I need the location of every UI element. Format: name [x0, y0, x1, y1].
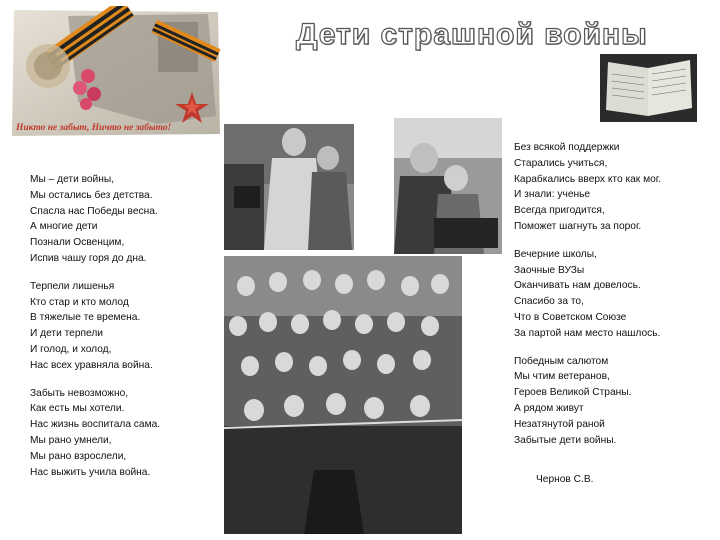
stanza-gap	[514, 235, 661, 247]
poem-line: Познали Освенцим,	[30, 237, 125, 249]
poem-line: Победным салютом	[514, 355, 609, 367]
poem-line: И голод, и холод,	[30, 343, 112, 355]
workers-photo-art	[224, 124, 354, 250]
poem-line: Всегда пригодится,	[514, 205, 605, 217]
poem-line: Героев Великой Страны.	[514, 387, 632, 399]
poem-line: Забытые дети войны.	[514, 434, 617, 446]
poem-line: Незатянутой раной	[514, 418, 605, 430]
poem-line: Вечерние школы,	[514, 248, 597, 260]
memorial-banner	[8, 6, 222, 140]
poem-line: За партой нам место нашлось.	[514, 327, 661, 339]
poem-line: Испив чашу горя до дна.	[30, 252, 147, 264]
banner-caption: Никто не забыт, Ничто не забыто!	[16, 123, 172, 133]
poem-line: Нас выжить учила война.	[30, 466, 151, 478]
poem-line: Спасибо за то,	[514, 296, 584, 308]
poem-line: Как есть мы хотели.	[30, 403, 125, 415]
page-title: Дети страшной войны	[296, 18, 648, 51]
children-group-photo-art	[224, 256, 462, 534]
poem-line: Старались учиться,	[514, 157, 608, 169]
poem-line: И дети терпели	[30, 328, 103, 340]
poem-line: А рядом живут	[514, 402, 584, 414]
poem-line: В тяжелые те времена.	[30, 312, 141, 324]
notebook-photo	[600, 54, 697, 122]
stanza-gap	[30, 374, 160, 386]
poem-line: Спасла нас Победы весна.	[30, 205, 158, 217]
poem-line: Карабкались вверх кто как мог.	[514, 173, 662, 185]
poem-line: Кто стар и кто молод	[30, 296, 129, 308]
poem-line: Забыть невозможно,	[30, 387, 129, 399]
poem-line: Мы чтим ветеранов,	[514, 371, 610, 383]
poem-author: Чернов С.В.	[536, 474, 594, 485]
poem-line: Поможет шагнуть за порог.	[514, 220, 642, 232]
stanza-gap	[514, 342, 661, 354]
notebook-photo-art	[600, 54, 697, 122]
poem-line: Заочные ВУЗы	[514, 264, 585, 276]
poem-line: Нас жизнь воспитала сама.	[30, 419, 161, 431]
poem-line: Без всякой поддержки	[514, 142, 620, 153]
poem-line: И знали: ученье	[514, 189, 591, 201]
teacher-boy-photo-art	[394, 118, 502, 254]
poem-line: А многие дети	[30, 221, 98, 233]
poem-line: Мы рано умнели,	[30, 434, 112, 446]
poem-line: Мы рано взрослели,	[30, 450, 127, 462]
memorial-banner-art	[8, 6, 222, 140]
poem-line: Мы остались без детства.	[30, 189, 153, 201]
poem-line: Терпели лишенья	[30, 280, 115, 292]
poem-line: Мы – дети войны,	[30, 174, 115, 185]
poem-line: Нас всех уравняла война.	[30, 359, 153, 371]
poem-line: Оканчивать нам довелось.	[514, 280, 641, 292]
workers-photo	[224, 124, 354, 250]
poem-left	[30, 172, 160, 480]
children-group-photo	[224, 256, 462, 534]
poem-line: Что в Советском Союзе	[514, 311, 627, 323]
teacher-boy-photo	[394, 118, 502, 254]
poem-right	[514, 140, 661, 448]
stanza-gap	[30, 267, 160, 279]
